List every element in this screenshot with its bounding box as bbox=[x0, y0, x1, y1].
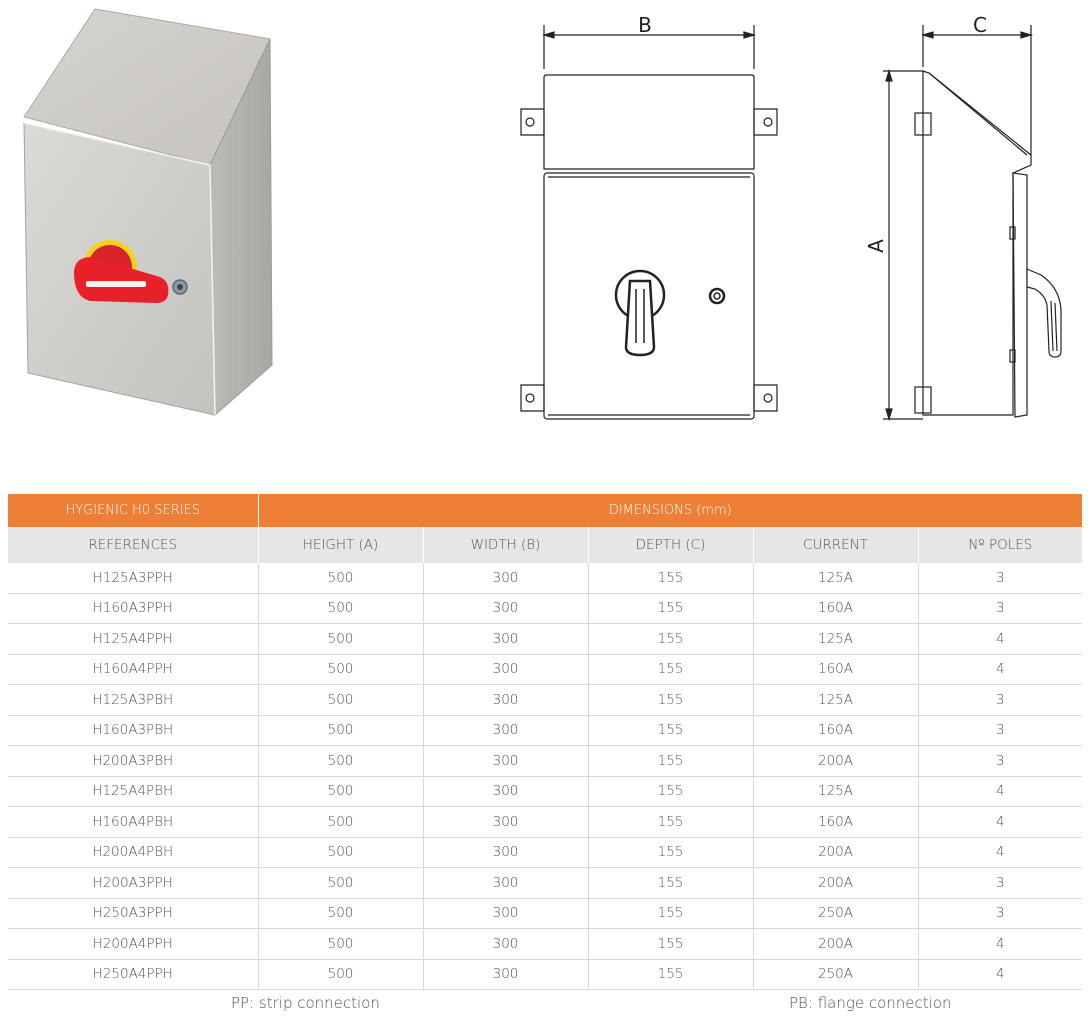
column-header-depth: DEPTH (C) bbox=[588, 527, 753, 563]
cell-reference: H125A3PPH bbox=[8, 563, 258, 593]
table-header-row bbox=[8, 527, 1082, 563]
cell-poles: 4 bbox=[918, 776, 1082, 807]
cell-current: 200A bbox=[753, 837, 918, 868]
cell-poles: 3 bbox=[918, 868, 1082, 899]
table-row bbox=[8, 593, 1082, 624]
cell-current: 160A bbox=[753, 654, 918, 685]
cell-depth: 155 bbox=[588, 837, 753, 868]
table-row bbox=[8, 746, 1082, 777]
cell-height: 500 bbox=[258, 593, 423, 624]
cell-reference: H160A3PPH bbox=[8, 593, 258, 624]
cell-depth: 155 bbox=[588, 807, 753, 838]
cell-current: 200A bbox=[753, 868, 918, 899]
table-series-row bbox=[8, 494, 1082, 527]
table-row bbox=[8, 654, 1082, 685]
cell-width: 300 bbox=[423, 715, 588, 746]
cell-height: 500 bbox=[258, 807, 423, 838]
cell-width: 300 bbox=[423, 929, 588, 960]
cell-reference: H125A4PPH bbox=[8, 624, 258, 655]
cell-height: 500 bbox=[258, 959, 423, 990]
cell-height: 500 bbox=[258, 715, 423, 746]
cell-width: 300 bbox=[423, 807, 588, 838]
cell-poles: 3 bbox=[918, 715, 1082, 746]
footnote-strip-connection: PP: strip connection bbox=[231, 994, 380, 1012]
cell-reference: H200A4PPH bbox=[8, 929, 258, 960]
side-view-drawing bbox=[855, 5, 1080, 430]
cell-height: 500 bbox=[258, 898, 423, 929]
cell-width: 300 bbox=[423, 837, 588, 868]
cell-current: 160A bbox=[753, 715, 918, 746]
cell-poles: 3 bbox=[918, 563, 1082, 593]
cell-current: 200A bbox=[753, 746, 918, 777]
cell-current: 200A bbox=[753, 929, 918, 960]
cell-current: 160A bbox=[753, 593, 918, 624]
cell-width: 300 bbox=[423, 776, 588, 807]
series-label: HYGIENIC H0 SERIES bbox=[8, 494, 258, 527]
cell-poles: 4 bbox=[918, 959, 1082, 990]
cell-depth: 155 bbox=[588, 776, 753, 807]
dimensions-group-label: DIMENSIONS (mm) bbox=[258, 494, 1082, 527]
cell-depth: 155 bbox=[588, 654, 753, 685]
cell-current: 125A bbox=[753, 563, 918, 593]
table-row bbox=[8, 685, 1082, 716]
cell-poles: 4 bbox=[918, 929, 1082, 960]
table-row bbox=[8, 929, 1082, 960]
cell-current: 250A bbox=[753, 959, 918, 990]
cell-poles: 4 bbox=[918, 807, 1082, 838]
table-row bbox=[8, 624, 1082, 655]
cell-reference: H250A4PPH bbox=[8, 959, 258, 990]
cell-reference: H160A4PBH bbox=[8, 807, 258, 838]
cell-width: 300 bbox=[423, 746, 588, 777]
cell-width: 300 bbox=[423, 898, 588, 929]
cell-width: 300 bbox=[423, 685, 588, 716]
cell-width: 300 bbox=[423, 624, 588, 655]
cell-depth: 155 bbox=[588, 746, 753, 777]
cell-width: 300 bbox=[423, 654, 588, 685]
cell-current: 250A bbox=[753, 898, 918, 929]
cell-reference: H160A3PBH bbox=[8, 715, 258, 746]
cell-height: 500 bbox=[258, 776, 423, 807]
cell-depth: 155 bbox=[588, 715, 753, 746]
cell-current: 160A bbox=[753, 807, 918, 838]
cell-depth: 155 bbox=[588, 563, 753, 593]
cell-depth: 155 bbox=[588, 685, 753, 716]
cell-height: 500 bbox=[258, 654, 423, 685]
dimension-label-width: B bbox=[638, 13, 652, 37]
dimension-label-height: A bbox=[864, 239, 888, 253]
dimension-label-depth: C bbox=[973, 13, 987, 37]
cell-reference: H200A3PBH bbox=[8, 746, 258, 777]
cell-width: 300 bbox=[423, 959, 588, 990]
cell-reference: H200A4PBH bbox=[8, 837, 258, 868]
table-row bbox=[8, 837, 1082, 868]
figure-area bbox=[0, 0, 1090, 470]
cell-reference: H160A4PPH bbox=[8, 654, 258, 685]
cell-depth: 155 bbox=[588, 898, 753, 929]
table-row bbox=[8, 868, 1082, 899]
front-view-drawing bbox=[510, 5, 790, 430]
cell-depth: 155 bbox=[588, 959, 753, 990]
column-header-width: WIDTH (B) bbox=[423, 527, 588, 563]
table-row bbox=[8, 959, 1082, 990]
cell-poles: 4 bbox=[918, 624, 1082, 655]
column-header-current: CURRENT bbox=[753, 527, 918, 563]
cell-depth: 155 bbox=[588, 929, 753, 960]
cell-poles: 3 bbox=[918, 898, 1082, 929]
cell-current: 125A bbox=[753, 624, 918, 655]
cell-depth: 155 bbox=[588, 868, 753, 899]
cell-width: 300 bbox=[423, 563, 588, 593]
cell-height: 500 bbox=[258, 929, 423, 960]
cell-poles: 3 bbox=[918, 746, 1082, 777]
lock-icon bbox=[173, 280, 187, 294]
column-header-references: REFERENCES bbox=[8, 527, 258, 563]
cell-poles: 3 bbox=[918, 685, 1082, 716]
footnote-flange-connection: PB: flange connection bbox=[789, 994, 952, 1012]
cell-depth: 155 bbox=[588, 593, 753, 624]
cell-current: 125A bbox=[753, 685, 918, 716]
cell-poles: 3 bbox=[918, 593, 1082, 624]
cell-reference: H200A3PPH bbox=[8, 868, 258, 899]
cell-height: 500 bbox=[258, 563, 423, 593]
specifications-table bbox=[8, 494, 1082, 990]
cell-height: 500 bbox=[258, 624, 423, 655]
cell-width: 300 bbox=[423, 868, 588, 899]
cell-reference: H250A3PPH bbox=[8, 898, 258, 929]
column-header-poles: Nº POLES bbox=[918, 527, 1082, 563]
column-header-height: HEIGHT (A) bbox=[258, 527, 423, 563]
cell-poles: 4 bbox=[918, 654, 1082, 685]
cell-poles: 4 bbox=[918, 837, 1082, 868]
cell-height: 500 bbox=[258, 868, 423, 899]
cell-height: 500 bbox=[258, 746, 423, 777]
cell-current: 125A bbox=[753, 776, 918, 807]
cell-width: 300 bbox=[423, 593, 588, 624]
table-row bbox=[8, 807, 1082, 838]
product-photo bbox=[10, 5, 290, 425]
table-row bbox=[8, 776, 1082, 807]
table-row bbox=[8, 898, 1082, 929]
cell-height: 500 bbox=[258, 685, 423, 716]
table-row bbox=[8, 715, 1082, 746]
cell-depth: 155 bbox=[588, 624, 753, 655]
cell-height: 500 bbox=[258, 837, 423, 868]
cell-reference: H125A3PBH bbox=[8, 685, 258, 716]
cell-reference: H125A4PBH bbox=[8, 776, 258, 807]
table-row bbox=[8, 563, 1082, 593]
